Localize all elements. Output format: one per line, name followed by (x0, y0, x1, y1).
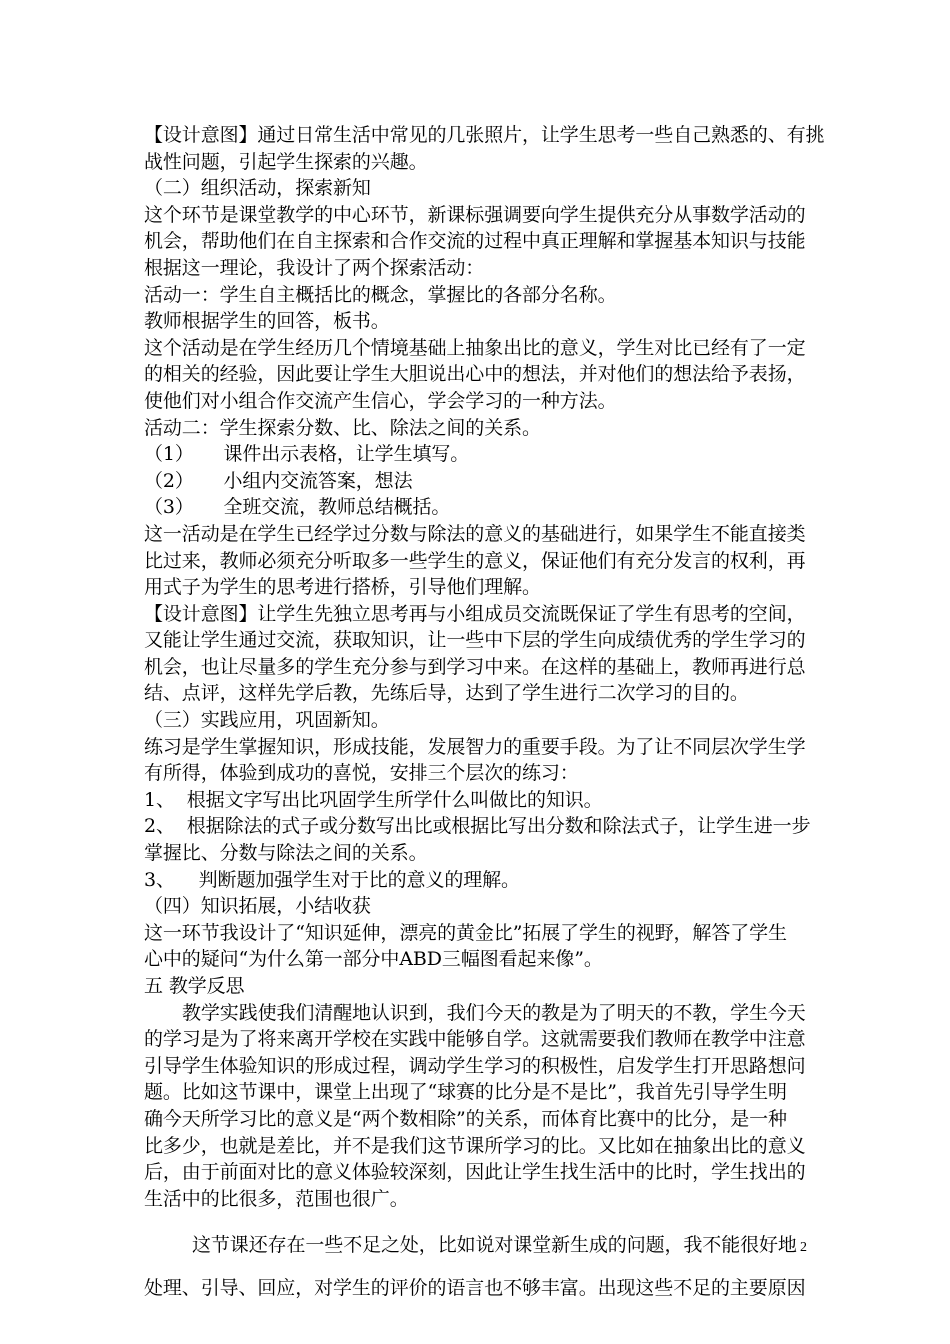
text-line: 生活中的比很多，范围也很广。 (144, 1187, 409, 1210)
text-line: 这一活动是在学生已经学过分数与除法的意义的基础进行，如果学生不能直接类 (144, 522, 806, 545)
text-line: 机会，也让尽量多的学生充分参与到学习中来。在这样的基础上，教师再进行总 (144, 655, 806, 678)
text-line: 比过来，教师必须充分听取多一些学生的意义，保证他们有充分发言的权利，再 (144, 549, 806, 572)
text-line: 战性问题，引起学生探索的兴趣。 (144, 150, 428, 173)
list-item: 1、 根据文字写出比巩固学生所学什么叫做比的知识。 (144, 788, 603, 811)
text-line: 有所得，体验到成功的喜悦，安排三个层次的练习： (144, 762, 579, 785)
list-item: （2） 小组内交流答案，想法 (144, 469, 413, 492)
text-line: 机会，帮助他们在自主探索和合作交流的过程中真正理解和掌握基本知识与技能 (144, 230, 806, 253)
text-line: 的学习是为了将来离开学校在实践中能够自学。这就需要我们教师在教学中注意 (144, 1028, 806, 1051)
text-line: 【设计意图】通过日常生活中常见的几张照片，让学生思考一些自己熟悉的、有挑 (144, 124, 825, 146)
text-line: 确今天所学习比的意义是“两个数相除”的关系，而体育比赛中的比分，是一种 (144, 1107, 787, 1130)
document-body (144, 122, 825, 1310)
list-item: （1） 课件出示表格，让学生填写。 (144, 443, 470, 466)
text-line: 这一环节我设计了“知识延伸，漂亮的黄金比”拓展了学生的视野，解答了学生 (144, 921, 787, 944)
text-line: 教师根据学生的回答，板书。 (144, 310, 390, 333)
text-line: 这个环节是课堂教学的中心环节，新课标强调要向学生提供充分从事数学活动的 (144, 203, 806, 226)
text-line: 心中的疑问“为什么第一部分中ABD三幅图看起来像”。 (144, 948, 603, 971)
section-heading: （三）实践应用，巩固新知。 (144, 709, 390, 732)
text-line: 后，由于前面对比的意义体验较深刻，因此让学生找生活中的比时，学生找出的 (144, 1161, 806, 1184)
text-line: 又能让学生通过交流，获取知识，让一些中下层的学生向成绩优秀的学生学习的 (144, 629, 806, 652)
page-number: 2 (800, 1240, 807, 1255)
text-line: 结、点评，这样先学后教，先练后导，达到了学生进行二次学习的目的。 (144, 682, 749, 705)
section-heading: 五 教学反思 (144, 975, 245, 997)
text-line: 用式子为学生的思考进行搭桥，引导他们理解。 (144, 576, 541, 599)
text-line: 使他们对小组合作交流产生信心，学会学习的一种方法。 (144, 389, 617, 412)
text-line: 处理、引导、回应，对学生的评价的语言也不够丰富。出现这些不足的主要原因 (144, 1277, 806, 1300)
text-line: 这个活动是在学生经历几个情境基础上抽象出比的意义，学生对比已经有了一定 (144, 336, 806, 359)
section-heading: （二）组织活动，探索新知 (144, 177, 371, 200)
text-line: 的相关的经验，因此要让学生大胆说出心中的想法，并对他们的想法给予表扬， (144, 363, 806, 386)
text-line: 这节课还存在一些不足之处，比如说对课堂新生成的问题，我不能很好地 (192, 1234, 797, 1257)
text-line: 【设计意图】让学生先独立思考再与小组成员交流既保证了学生有思考的空间， (144, 602, 806, 625)
list-item: 2、 根据除法的式子或分数写出比或根据比写出分数和除法式子，让学生进一步 (144, 815, 811, 838)
section-heading: （四）知识拓展，小结收获 (144, 895, 371, 918)
text-line: 练习是学生掌握知识，形成技能，发展智力的重要手段。为了让不同层次学生学 (144, 735, 806, 758)
text-line: 教学实践使我们清醒地认识到，我们今天的教是为了明天的不教，学生今天 (182, 1001, 806, 1024)
list-item: （3） 全班交流，教师总结概括。 (144, 496, 451, 519)
list-item: 3、 判断题加强学生对于比的意义的理解。 (144, 868, 520, 891)
text-line: 引导学生体验知识的形成过程，调动学生学习的积极性，启发学生打开思路想问 (144, 1054, 806, 1077)
text-line: 活动一：学生自主概括比的概念，掌握比的各部分名称。 (144, 283, 617, 306)
text-line: 掌握比、分数与除法之间的关系。 (144, 842, 428, 865)
text-line: 活动二：学生探索分数、比、除法之间的关系。 (144, 416, 541, 439)
text-line: 比多少，也就是差比，并不是我们这节课所学习的比。又比如在抽象出比的意义 (144, 1134, 806, 1157)
text-line: 根据这一理论，我设计了两个探索活动： (144, 256, 485, 279)
text-line: 题。比如这节课中，课堂上出现了“球赛的比分是不是比”，我首先引导学生明 (144, 1081, 787, 1104)
